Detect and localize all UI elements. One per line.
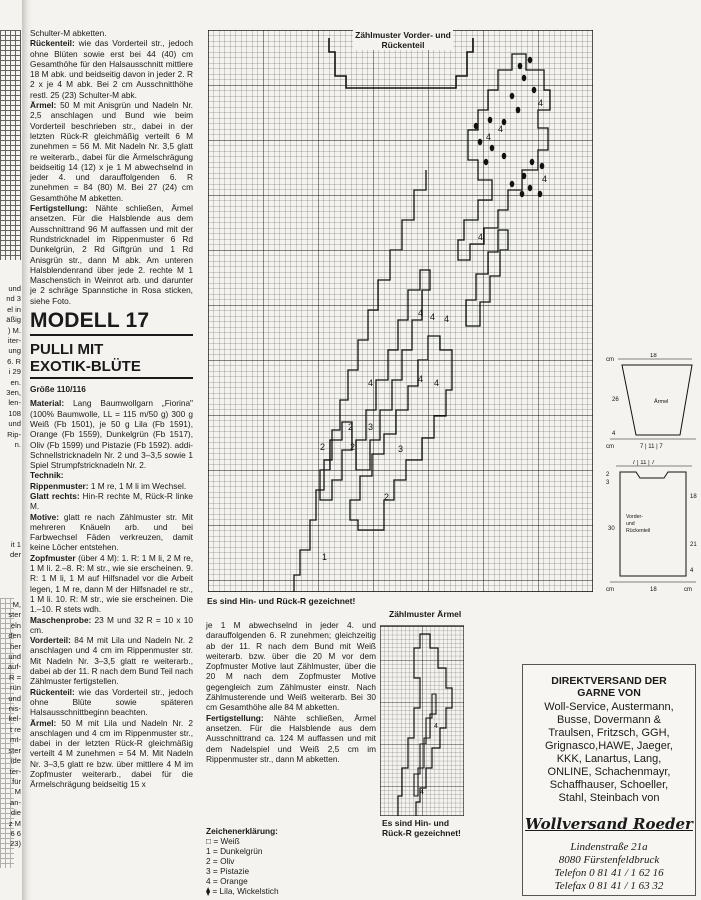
left-fragment-line: äßig [6,315,21,325]
lila-dot [474,123,479,129]
left-fragment-line: der [10,550,21,560]
ad-address: Lindenstraße 21a 8080 Fürstenfeldbruck Telefon 0 81 41 / 1 62 16 Telefax 0 81 41 / 1 63 32 [554,841,664,892]
left-fragment-line: i 29 [8,367,21,377]
left-fragment-line: Rip- [7,429,21,439]
left-fragment-line: rün [10,683,21,693]
lila-dot [502,153,507,159]
lila-dot [490,145,495,151]
schema1-bl: 4 [612,431,616,437]
left-fragment-line: den [8,631,21,641]
schema2-t2: 2 [606,472,610,478]
lila-dot [522,173,527,179]
color-number: 4 [486,132,492,142]
legend-item: 1 = Dunkelgrün [206,846,263,856]
model-heading: MODELL 17 [30,309,150,333]
para-material: Material: Lang Baumwollgarn „Fiorina" (100% Baumwolle, LL = 115 m/50 g) 300 g Weiß (Fb 1501), je 50 g Lila (Fb 1591), Orange (Fb 1559), Dunkelgrün (Fb 1517), Oliv (Fb 1599) und Pistazie (Fb 1592). addi-Schnellstricknadeln Nr. 2 und 3–3,5 sowie 1 Spiel Strumpfstricknadeln Nr. 2. [30,398,193,471]
color-number: 4 [538,98,544,108]
lila-dot [478,139,483,145]
para-zopfmuster: Zopfmuster (über 4 M): 1. R: 1 M li, 2 M re, 1 M li. 2.–8. R: M str., wie sie erscheinen. 9. R: 1 M li, 1 M auf Hilfsnadel vor die Arbeit legen, 1 M re, dann M der Hilfsnadel re str., 1 M li. 10. R: M str., wie sie erscheinen. Die 1.–10. R stets wdh. [30,552,193,615]
color-number: 4 [418,308,424,318]
schematic-body [606,460,698,593]
color-number: 2 [348,422,354,432]
left-fragment-line: und [8,652,21,662]
chart-sleeve-caption: Es sind Hin- und Rück-R gezeichnet! [382,818,461,838]
lila-dot [518,63,523,69]
lila-dot [522,75,527,81]
left-fragment-line: die [10,808,21,818]
lila-dot [510,93,515,99]
left-fragment-line: el in [7,304,21,314]
color-number: 2 [384,492,390,502]
legend-item: ⧫ = Lila, Wickelstich [206,886,279,896]
schema2-top: 7 | 11 | 7 [632,460,655,466]
ad-logo: Wollversand Roeder [525,815,693,833]
schema2-bottom-cm: cm [606,587,614,593]
para-rueckenteil-2: Rückenteil: wie das Vorderteil str., jedoch ohne Blüte sowie späteren Halsausschnittbeginn beachten. [30,686,193,718]
left-fragment-line: und [8,284,21,293]
color-number: 4 [434,378,440,388]
left-page-fragment [0,0,22,900]
lila-dot [538,191,543,197]
lila-dot [484,159,489,165]
lila-dot [528,57,533,63]
left-fragment-line: R = [8,672,21,682]
ad-heading-1: DIREKTVERSAND DER [551,675,667,687]
para-rippenmuster: Rippenmuster: 1 M re, 1 M li im Wechsel. [30,480,187,491]
left-fragment-line: eln [10,620,21,630]
color-number: 1 [322,552,328,562]
chart-sleeve [380,618,464,816]
left-fragment-line: ide [10,756,21,766]
para-schulter: Schulter-M abketten. [30,28,107,38]
title-line-2: EXOTIK-BLÜTE [30,358,141,376]
color-number: 3 [398,444,404,454]
color-number: 4 [418,374,424,384]
color-number: 2 [350,442,356,452]
schema2-bottom: 18 [650,587,657,593]
lila-dot [540,163,545,169]
color-number: 4 [430,312,436,322]
schema2-bottom-cm2: cm [684,587,692,593]
para-vorderteil: Vorderteil: 84 M mit Lila und Nadeln Nr. 2 anschlagen und 4 cm im Rippenmuster str. Mit Nadeln Nr. 3–3,5 glatt re weiterarb., dabei ab der 11. R nach dem Bund Teil nach Zählmuster fertigstellen. [30,635,193,687]
advertisement-box [522,664,696,896]
schema1-cm: cm [606,357,614,363]
para-aermel-cont: je 1 M abwechselnd in jeder 4. und darauffolgenden 6. R zunehmen; gleichzeitig ab der 11. R nach dem Bund mit Weiß weiterarb. bzw. über die 20 M vor dem Zopfmuster Motive laut Zählmuster, über die 20 M nach dem Zopfmuster Motive gegengleich zum Zählmuster einstr. Nach Zählmusterende und Weiß weiterarb. Bei 30 cm Gesamthöhe alle 84 M abketten. [206,620,376,713]
color-number: 4 [498,124,504,134]
para-aermel-2: Ärmel: 50 M mit Lila und Nadeln Nr. 2 anschlagen und 4 cm im Rippenmuster str., dabei in der letzten Rück-R gleichmäßig verteilt 4 M zunehmen = 54 M. Mit Nadeln Nr. 3–3,5 glatt re bzw. über mittlere 4 M im Zopfmuster weiterarb., dabei für die Ärmelschrägung beidseitig 15 x [30,717,193,790]
left-fragment-line: ster [8,610,21,620]
lila-dot [510,181,515,187]
chart-front-back-title: Zählmuster Vorder- und Rückenteil [353,30,453,50]
color-number: 4 [478,232,484,242]
schema2-label2: und [626,521,635,527]
left-fragment-line: nis- [8,704,21,714]
schematic-sleeve [606,353,698,453]
left-fragment-line: 6 6 [10,828,21,838]
legend [206,826,376,896]
left-fragment-line: len- [8,398,21,408]
size-label: Größe 110/116 [30,384,86,395]
left-fragment-line: 6. R [7,356,21,366]
left-fragment-line: mt- [10,735,21,745]
left-chart-fragment [0,30,21,260]
schema2-left: 30 [608,526,615,532]
para-motive: Motive: glatt re nach Zählmuster str. Mit mehreren Knäueln arb. und bei Farbwechsel Fäden verkreuzen, damit keine Löcher entstehen. [30,511,193,553]
para-fertigstellung-2: Fertigstellung: Nähte schließen, Ärmel ansetzen. Für die Halsblende aus dem Ausschnittrand ca. 124 M auffassen und mit dem Nadelspiel und Weiß 2,5 cm im Rippenmuster str., dann M abketten. [206,712,376,764]
schema1-top: 18 [650,353,657,359]
instructions-column-1 [30,28,193,790]
left-fragment-line: kel- [8,714,21,724]
lila-dot [530,159,535,165]
heading-rule [30,334,193,336]
chart-front-back [208,30,593,592]
para-glatt: Glatt rechts: Hin-R rechte M, Rück-R linke M. [30,490,193,512]
left-fragment-line: ster [8,745,21,755]
lila-dot [520,191,525,197]
svg-text:4: 4 [434,723,438,730]
left-fragment-line: 3en, [6,388,21,398]
color-number: 4 [368,378,374,388]
para-aermel: Ärmel: 50 M mit Anisgrün und Nadeln Nr. 2,5 anschlagen und Bund wie beim Vorderteil beschrieben str., dabei in der letzten Rück-R gleichmäßig verteilt 6 M zunehmen = 56 M. Mit Nadeln Nr. 3,5 glatt re weiterarb., dabei für die Ärmelschrägung beidseitig 14 (12) x je 1 M abwechselnd in jeder 4. und darauffolgenden 6. R zunehmen = 84 (80) M. Bei 27 (24) cm Gesamthöhe M abketten. [30,100,193,203]
legend-item: □ = Weiß [206,836,240,846]
chart-sleeve-grid [380,618,464,816]
legend-title: Zeichenerklärung: [206,826,278,836]
left-fragment-line: M [14,787,21,797]
left-fragment-line: für [12,776,21,786]
schema2-right2: 21 [690,542,697,548]
ad-heading-2: GARNE VON [577,687,641,699]
left-fragment-line: 23) [10,839,21,849]
svg-text:4: 4 [420,789,424,796]
left-fragment-line: n. [14,440,21,450]
para-fertigstellung: Fertigstellung: Nähte schließen, Ärmel ansetzen. Für die Halsblende aus dem Ausschnittrand 96 M auffassen und mit der Rundstricknadel im Rippenmuster 6 Rd Dunkelgrün, 2 Rd Giftgrün und 1 Rd Anisgrün str., dann M abk. Am unteren Halsblendenrand über jede 2. rechte M 1 Maschenstich in Weinrot arb. und darunter je 2 schräge Spannstiche in Rosa sticken, siehe Foto. [30,203,193,306]
legend-item: 3 = Pistazie [206,866,250,876]
left-fragment-line: nd 3 [6,294,21,304]
color-number: 4 [444,314,450,324]
chart-front-back-caption: Es sind Hin- und Rück-R gezeichnet! [207,596,356,606]
left-text-fragment-top [0,284,22,451]
lila-dot [488,117,493,123]
schema2-t3: 3 [606,480,610,486]
schema2-right1: 18 [690,494,697,500]
left-fragment-line: und [8,419,21,429]
lila-dot [528,185,533,191]
schema1-left: 26 [612,397,619,403]
schema1-bottom: 7 | 11 | 7 [640,444,663,450]
left-fragment-line: t re [10,724,21,734]
color-number: 4 [542,174,548,184]
title-rule [30,377,193,379]
para-maschenprobe: Maschenprobe: 23 M und 32 R = 10 x 10 cm. [30,614,193,635]
legend-item: 2 = Oliv [206,856,235,866]
left-fragment-line: ung [8,346,21,356]
schema2-r3: 4 [690,568,694,574]
left-fragment-line: auf- [7,662,21,672]
schema2-label3: Rückenteil [626,528,651,534]
left-fragment-line: en. [10,377,21,387]
para-rueckenteil: Rückenteil: wie das Vorderteil str., jedoch ohne Blüten sowie erst bei 44 (40) cm Gesamthöhe für den Halsausschnitt mittlere 18 M abk. und beidseitig davon in jeder 2. R 2 x je 4 M abk. Bei 2 cm Ausschnitthöhe restl. 25 (23) Schulter-M abk. [30,38,193,100]
chart-front-back-grid [208,30,593,592]
left-fragment-line: it 1 [10,540,21,549]
lila-dot [532,87,537,93]
technik-heading: Technik: [30,470,64,481]
color-number: 3 [368,422,374,432]
left-fragment-line: an- [10,797,21,807]
left-text-fragment-lower [0,600,22,850]
left-text-fragment-mid [0,540,22,561]
chart-sleeve-title: Zählmuster Ärmel [389,609,462,619]
left-fragment-line: z M [8,818,21,828]
left-fragment-line: M, [12,600,21,609]
left-fragment-line: ) M. [7,325,21,335]
ad-brands: Woll-Service, Austermann, Busse, Dovermann & Traulsen, Fritzsch, GGH, Grignasco,HAWE, Jaeger, KKK, Lanartus, Lang, ONLINE, Schachenmayr, Schaffhauser, Schoeller, Stahl, Steinbach von [544,701,674,804]
lila-dot [516,107,521,113]
instructions-column-2 [206,620,376,764]
left-fragment-line: her [10,641,21,651]
schema1-bottom-cm: cm [606,444,614,450]
left-fragment-line: ter- [9,766,21,776]
left-fragment-line: 108 [8,408,21,418]
schema2-label1: Vorder- [626,514,644,520]
title-line-1: PULLI MIT [30,341,104,359]
schema1-label: Ärmel [654,399,669,405]
color-number: 2 [320,442,326,452]
left-fragment-line: iter- [7,336,21,346]
legend-item: 4 = Orange [206,876,248,886]
left-fragment-line: und [8,693,21,703]
